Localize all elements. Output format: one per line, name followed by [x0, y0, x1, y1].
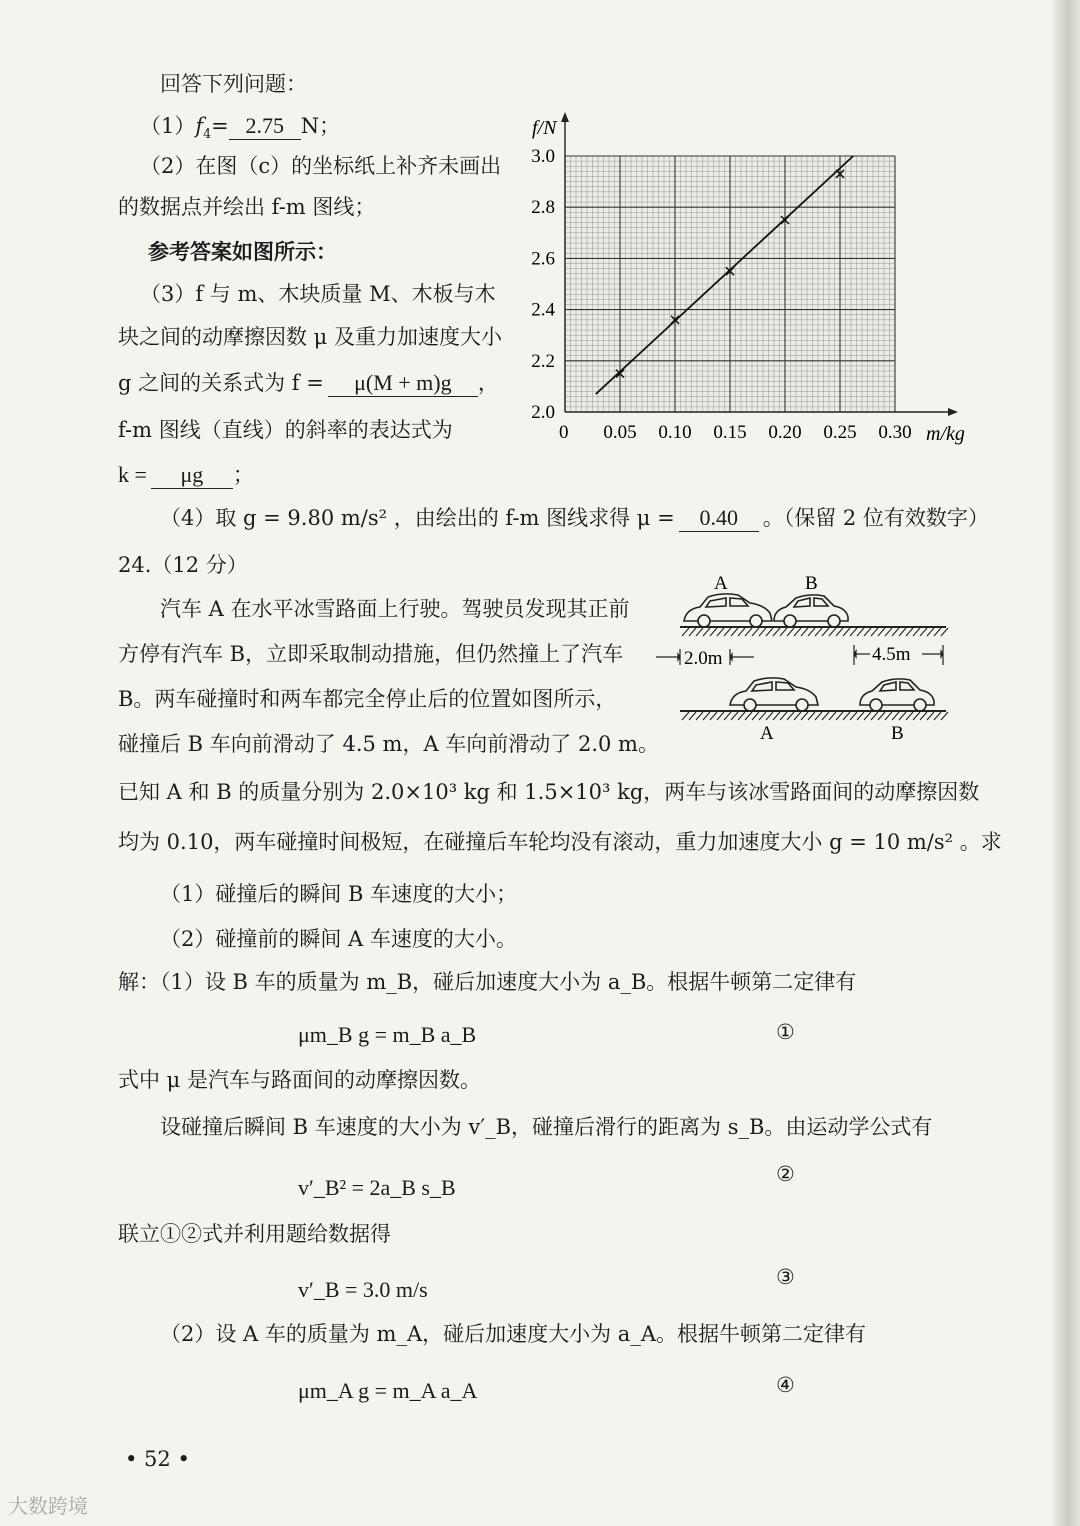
- hatch-line: [822, 712, 829, 720]
- y-axis-arrow: [561, 112, 569, 122]
- hatch-line: [934, 712, 941, 720]
- hatch-line: [759, 628, 766, 636]
- q3-line4: f-m 图线（直线）的斜率的表达式为: [118, 418, 453, 442]
- hatch-line: [682, 712, 689, 720]
- hatch-line: [857, 712, 864, 720]
- problem-24-line4: 碰撞后 B 车向前滑动了 4.5 m，A 车向前滑动了 2.0 m。: [118, 732, 659, 756]
- y-tick-label: 3.0: [531, 146, 555, 167]
- hatch-line: [738, 712, 745, 720]
- hatch-line: [794, 628, 801, 636]
- hatch-line: [864, 712, 871, 720]
- q3-line3: g 之间的关系式为 f = μ(M + m)g ，: [118, 370, 499, 397]
- problem-24-line5: 已知 A 和 B 的质量分别为 2.0×10³ kg 和 1.5×10³ kg，两车与该冰雪路面间的动摩擦因数: [118, 780, 980, 804]
- q4-line: （4）取 g = 9.80 m/s² ，由绘出的 f-m 图线求得 μ = 0.40 。（保留 2 位有效数字）: [160, 505, 989, 532]
- hatch-line: [829, 628, 836, 636]
- problem-24-question1: （1）碰撞后的瞬间 B 车速度的大小；: [160, 882, 518, 906]
- hatch-line: [927, 628, 934, 636]
- hatch-line: [766, 628, 773, 636]
- hatch-line: [696, 628, 703, 636]
- hatch-line: [717, 712, 724, 720]
- diagram-label-b-top: B: [805, 573, 818, 594]
- x-tick-label: 0.15: [713, 422, 747, 443]
- hatch-line: [899, 712, 906, 720]
- hatch-line: [843, 628, 850, 636]
- road-bottom-hatching: [682, 712, 948, 720]
- hatch-line: [815, 712, 822, 720]
- f-m-chart: [520, 108, 980, 458]
- x-tick-label: 0.25: [823, 422, 857, 443]
- hatch-line: [780, 628, 787, 636]
- hatch-line: [710, 712, 717, 720]
- hatch-line: [766, 712, 773, 720]
- x-tick-label: 0.05: [603, 422, 637, 443]
- car-a-bottom: [730, 678, 818, 711]
- equation-1: μm_B g = m_B a_B: [298, 1022, 477, 1047]
- q4-answer: 0.40: [679, 505, 759, 532]
- hatch-line: [920, 628, 927, 636]
- equation-3-number: ③: [776, 1265, 795, 1289]
- solution-line1: 解：（1）设 B 车的质量为 m_B，碰后加速度大小为 a_B。根据牛顿第二定律有: [118, 970, 857, 994]
- hatch-line: [920, 712, 927, 720]
- solution-line3: 设碰撞后瞬间 B 车速度的大小为 v′_B，碰撞后滑行的距离为 s_B。由运动学公式有: [160, 1115, 933, 1139]
- hatch-line: [703, 712, 710, 720]
- hatch-line: [752, 712, 759, 720]
- y-axis-label: f/N: [532, 117, 557, 139]
- hatch-line: [899, 628, 906, 636]
- dimension-b-label: 4.5m: [872, 644, 911, 665]
- equation-2: v′_B² = 2a_B s_B: [298, 1175, 456, 1200]
- problem-24-question2: （2）碰撞前的瞬间 A 车速度的大小。: [160, 927, 517, 951]
- hatch-line: [878, 712, 885, 720]
- hatch-line: [731, 628, 738, 636]
- q3-k-answer: μg: [151, 462, 233, 489]
- hatch-line: [934, 628, 941, 636]
- equation-2-number: ②: [776, 1162, 795, 1186]
- hatch-line: [801, 712, 808, 720]
- hatch-line: [689, 712, 696, 720]
- x-tick-label: 0: [559, 422, 569, 443]
- hatch-line: [724, 712, 731, 720]
- hatch-line: [857, 628, 864, 636]
- q2-line1: （2）在图（c）的坐标纸上补齐未画出: [140, 154, 502, 178]
- dimension-a-label: 2.0m: [684, 648, 723, 669]
- problem-24-title: 24.（12 分）: [118, 553, 248, 577]
- hatch-line: [773, 628, 780, 636]
- hatch-line: [871, 628, 878, 636]
- hatch-line: [724, 628, 731, 636]
- problem-24-line3: B。两车碰撞时和两车都完全停止后的位置如图所示，: [118, 687, 617, 711]
- hatch-line: [941, 628, 948, 636]
- hatch-line: [836, 628, 843, 636]
- hatch-line: [913, 628, 920, 636]
- hatch-line: [913, 712, 920, 720]
- hatch-line: [836, 712, 843, 720]
- hatch-line: [864, 628, 871, 636]
- hatch-line: [885, 628, 892, 636]
- car-b-bottom: [860, 679, 934, 711]
- hatch-line: [717, 628, 724, 636]
- car-b-top: [774, 595, 848, 627]
- q1-answer: 2.75: [229, 113, 301, 140]
- hatch-line: [745, 712, 752, 720]
- y-tick-label: 2.2: [531, 350, 555, 372]
- solution-line5: （2）设 A 车的质量为 m_A，碰后加速度大小为 a_A。根据牛顿第二定律有: [160, 1322, 866, 1346]
- page-number: • 52 •: [125, 1447, 190, 1471]
- hatch-line: [815, 628, 822, 636]
- hatch-line: [822, 628, 829, 636]
- collision-diagram: [650, 565, 960, 750]
- diagram-label-b-bottom: B: [891, 723, 904, 744]
- hatch-line: [892, 712, 899, 720]
- x-axis-arrow: [948, 408, 958, 416]
- hatch-line: [703, 628, 710, 636]
- hatch-line: [773, 712, 780, 720]
- problem-24-line6: 均为 0.10，两车碰撞时间极短，在碰撞后车轮均没有滚动，重力加速度大小 g = 10 m/s² 。求: [118, 830, 1002, 854]
- hatch-line: [738, 628, 745, 636]
- hatch-line: [878, 628, 885, 636]
- car-a-top: [684, 594, 772, 627]
- hatch-line: [829, 712, 836, 720]
- hatch-line: [906, 628, 913, 636]
- hatch-line: [780, 712, 787, 720]
- q1-line: $(1)f_4= 2.75$ N；: [140, 113, 341, 142]
- q2-line2: 的数据点并绘出 f-m 图线；: [118, 195, 376, 219]
- diagram-label-a-bottom: A: [760, 723, 774, 744]
- hatch-line: [808, 712, 815, 720]
- hatch-line: [843, 712, 850, 720]
- hatch-line: [941, 712, 948, 720]
- problem-24-line1: 汽车 A 在水平冰雪路面上行驶。驾驶员发现其正前: [160, 597, 630, 621]
- hatch-line: [850, 628, 857, 636]
- hatch-line: [787, 712, 794, 720]
- y-tick-label: 2.0: [531, 402, 555, 423]
- hatch-line: [885, 712, 892, 720]
- hatch-line: [871, 712, 878, 720]
- hatch-line: [689, 628, 696, 636]
- q3-line2: 块之间的动摩擦因数 μ 及重力加速度大小: [118, 325, 502, 349]
- road-top-hatching: [682, 628, 948, 636]
- x-tick-label: 0.10: [658, 422, 692, 443]
- answer-intro: 回答下列问题：: [160, 72, 307, 96]
- y-tick-label: 2.8: [531, 197, 555, 219]
- y-tick-label: 2.4: [531, 299, 555, 321]
- hatch-line: [759, 712, 766, 720]
- equation-4-number: ④: [776, 1373, 795, 1397]
- hatch-line: [892, 628, 899, 636]
- watermark: 大数跨境: [8, 1494, 88, 1518]
- problem-24-line2: 方停有汽车 B，立即采取制动措施，但仍然撞上了汽车: [118, 642, 624, 666]
- page-edge-shadow: [1050, 0, 1080, 1526]
- hatch-line: [927, 712, 934, 720]
- x-tick-label: 0.20: [768, 422, 802, 443]
- hatch-line: [752, 628, 759, 636]
- hatch-line: [787, 628, 794, 636]
- hatch-line: [850, 712, 857, 720]
- hatch-line: [696, 712, 703, 720]
- equation-1-number: ①: [776, 1020, 795, 1044]
- hatch-line: [808, 628, 815, 636]
- hatch-line: [682, 628, 689, 636]
- equation-4: μm_A g = m_A a_A: [298, 1378, 478, 1403]
- hatch-line: [794, 712, 801, 720]
- y-tick-label: 2.6: [531, 248, 555, 270]
- hatch-line: [906, 712, 913, 720]
- q3-k-line: k = μg ；: [118, 462, 254, 489]
- solution-line4: 联立①②式并利用题给数据得: [118, 1222, 391, 1246]
- q3-line1: （3）f 与 m、木块质量 M、木板与木: [140, 282, 496, 306]
- hatch-line: [710, 628, 717, 636]
- x-tick-label: 0.30: [878, 422, 912, 443]
- x-axis-label: m/kg: [926, 423, 965, 445]
- hatch-line: [801, 628, 808, 636]
- hatch-line: [731, 712, 738, 720]
- reference-answer-label: 参考答案如图所示：: [148, 239, 337, 264]
- diagram-label-a-top: A: [714, 573, 728, 594]
- hatch-line: [745, 628, 752, 636]
- solution-line2: 式中 μ 是汽车与路面间的动摩擦因数。: [118, 1068, 481, 1092]
- q3-formula-answer: μ(M + m)g: [328, 370, 478, 397]
- equation-3: v′_B = 3.0 m/s: [298, 1277, 428, 1302]
